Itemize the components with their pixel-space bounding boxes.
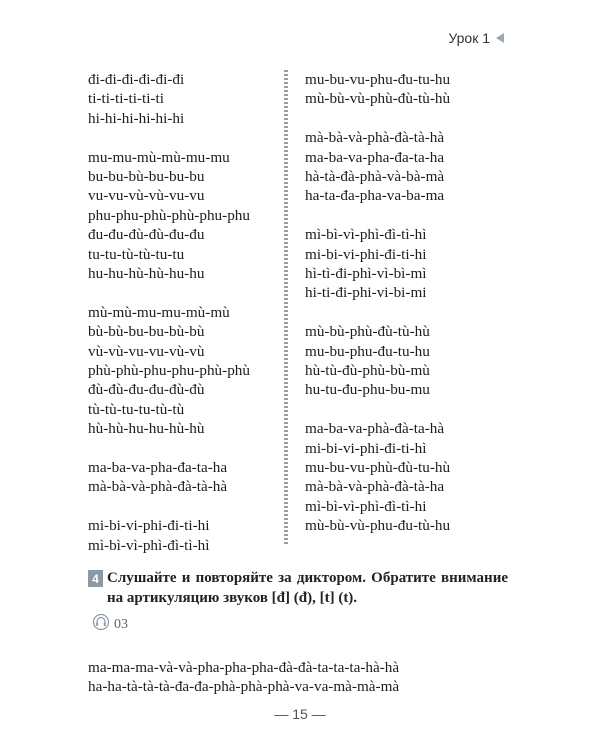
- syllable-line: ti-ti-ti-ti-ti-ti: [88, 90, 164, 108]
- syllable-line: hu-tu-đu-phu-bu-mu: [305, 381, 430, 399]
- syllable-line: mù-mù-mu-mu-mù-mù: [88, 303, 230, 321]
- syllable-line: hi-hi-hi-hi-hi-hi: [88, 109, 185, 127]
- syllable-line: hì-tì-đi-phì-vì-bì-mì: [305, 265, 427, 283]
- syllable-line: đi-đi-đi-đi-đi-đi: [88, 71, 185, 88]
- syllable-line: bù-bù-bu-bu-bù-bù: [88, 323, 205, 341]
- syllable-line: mà-bà-và-phà-đà-tà-hà: [88, 478, 228, 496]
- syllable-line: mù-bù-vù-phù-đù-tù-hù: [305, 90, 451, 108]
- syllable-line: mi-bi-vi-phi-đi-ti-hi: [305, 245, 427, 263]
- group-spacer: [305, 400, 450, 419]
- syllable-line: hi-ti-đi-phi-vi-bi-mi: [305, 284, 427, 302]
- triangle-left-icon: [496, 33, 504, 43]
- syllable-line: hù-tù-đù-phù-bù-mù: [305, 362, 430, 380]
- audio-headphones-icon[interactable]: [92, 613, 110, 636]
- practice-lines: [88, 658, 399, 697]
- syllable-line: mà-bà-và-phà-đà-tà-hà: [305, 129, 445, 147]
- syllable-line: mu-bu-vu-phù-đù-tu-hù: [305, 459, 451, 477]
- page-number: — 15 —: [274, 706, 326, 722]
- group-spacer: [88, 283, 250, 302]
- group-spacer: [88, 497, 250, 516]
- group-spacer: [305, 206, 450, 225]
- syllable-line: hà-tà-đà-phà-và-bà-mà: [305, 168, 445, 186]
- lesson-title: Урок 1: [448, 30, 490, 46]
- practice-line: ma-ma-ma-và-và-pha-pha-pha-đà-đà-ta-ta-ta-hà-hà: [88, 659, 400, 676]
- syllable-line: ma-ba-va-phà-đà-ta-hà: [305, 420, 445, 438]
- syllable-line: bu-bu-bù-bu-bu-bu: [88, 168, 205, 186]
- syllable-line: vù-vù-vu-vu-vù-vù: [88, 342, 205, 360]
- syllable-line: ha-ta-đa-pha-va-ba-ma: [305, 187, 445, 205]
- syllable-line: mà-bà-và-phà-đà-tà-ha: [305, 478, 445, 496]
- audio-track[interactable]: [92, 613, 128, 636]
- syllable-line: mu-bu-vu-phu-đu-tu-hu: [305, 71, 451, 88]
- syllable-line: mi-bi-vi-phi-đi-ti-hì: [305, 439, 427, 457]
- syllable-line: ma-ba-va-pha-đa-ta-ha: [305, 148, 445, 166]
- syllable-line: mù-bù-vù-phu-đu-tù-hu: [305, 517, 451, 535]
- syllable-line: hù-hù-hu-hu-hù-hù: [88, 420, 205, 438]
- syllable-line: mu-mu-mù-mù-mu-mu: [88, 148, 230, 166]
- syllable-line: mì-bì-vì-phì-đì-tì-hì: [88, 536, 210, 554]
- syllable-line: đù-đù-đu-đu-đù-đù: [88, 381, 205, 399]
- group-spacer: [88, 439, 250, 458]
- syllable-line: vu-vu-vù-vù-vu-vu: [88, 187, 205, 205]
- exercise-4: [88, 568, 508, 608]
- syllable-line: mù-bù-phù-đù-tù-hù: [305, 323, 430, 341]
- exercise-instruction: Слушайте и повторяйте за диктором. Обратите внимание на артикуляцию звуков [đ] (đ), [t] (t).: [107, 570, 508, 606]
- exercise-number-badge: 4: [88, 570, 103, 587]
- lesson-header: [448, 30, 504, 46]
- audio-track-number: 03: [114, 616, 128, 632]
- syllable-line: đu-đu-đù-đù-đu-đu: [88, 226, 205, 244]
- syllable-line: mu-bu-phu-đu-tu-hu: [305, 342, 430, 360]
- right-syllable-column: [305, 70, 450, 536]
- practice-line: ha-ha-tà-tà-tà-đa-đa-phà-phà-phà-va-va-mà-mà-mà: [88, 678, 400, 696]
- syllable-line: tu-tu-tù-tù-tu-tu: [88, 245, 185, 263]
- syllable-line: tù-tù-tu-tu-tù-tù: [88, 400, 185, 418]
- column-divider: [284, 70, 288, 544]
- syllable-line: phu-phu-phù-phù-phu-phu: [88, 206, 250, 224]
- syllable-line: hu-hu-hù-hù-hu-hu: [88, 265, 205, 283]
- syllable-line: mi-bi-vi-phi-đi-ti-hi: [88, 517, 210, 535]
- group-spacer: [305, 109, 450, 128]
- syllable-line: phù-phù-phu-phu-phù-phù: [88, 362, 250, 380]
- left-syllable-column: [88, 70, 250, 555]
- group-spacer: [305, 303, 450, 322]
- syllable-line: mì-bì-vì-phì-đì-tì-hi: [305, 497, 427, 515]
- group-spacer: [88, 128, 250, 147]
- syllable-line: mì-bì-vì-phì-đì-tì-hì: [305, 226, 427, 244]
- syllable-line: ma-ba-va-pha-đa-ta-ha: [88, 459, 228, 477]
